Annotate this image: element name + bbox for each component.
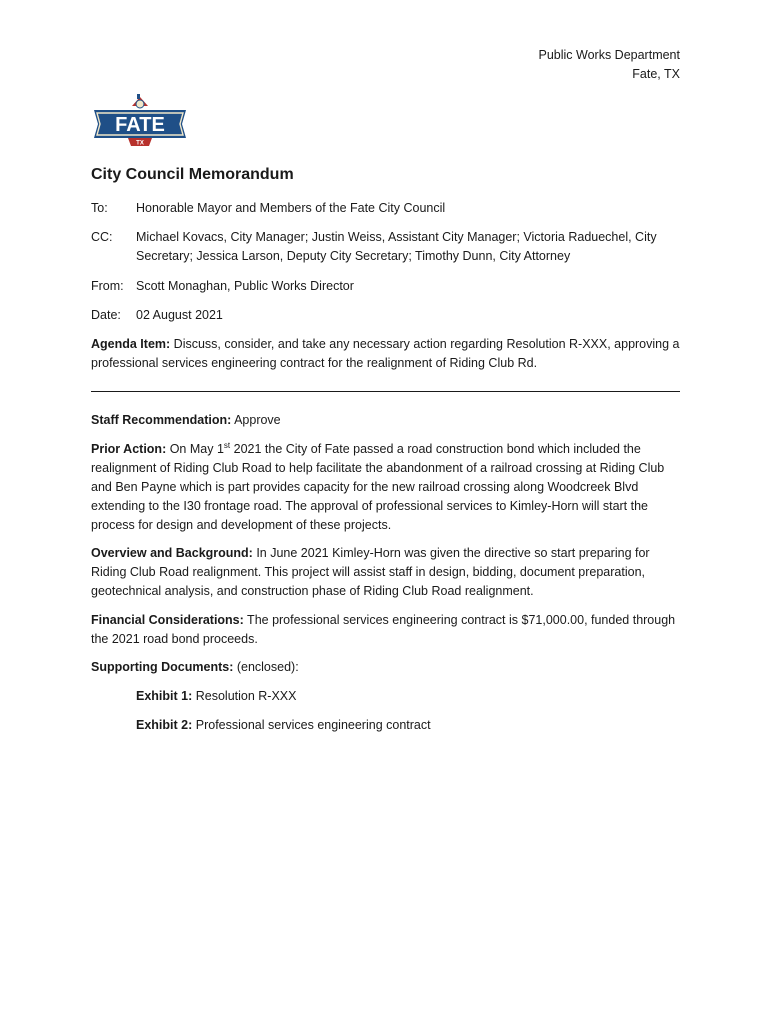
cc-value: Michael Kovacs, City Manager; Justin Weiss, Assistant City Manager; Victoria Raduechel, City Secretary; Jessica Larson, Deputy City Secretary; Timothy Dunn, City Attorney [136,230,657,263]
memo-title: City Council Memorandum [91,166,294,183]
from-field [91,277,681,296]
date-field [91,306,681,325]
supporting-text: (enclosed): [233,660,299,674]
logo-emblem [136,100,144,108]
exhibit-2-label: Exhibit 2: [136,718,193,732]
exhibit-1-text: Resolution R-XXX [192,689,297,703]
logo-state: TX [136,140,144,147]
date-value: 02 August 2021 [136,308,223,322]
cc-field [91,228,681,266]
staff-label: Staff Recommendation: [91,413,232,427]
from-value: Scott Monaghan, Public Works Director [136,279,354,293]
prior-text-a: On May 1 [166,442,224,456]
agenda-text: Discuss, consider, and take any necessary action regarding Resolution R-XXX, approving a professional services engineering contract for the realignment of Riding Club Rd. [91,337,680,370]
date-label: Date: [91,308,121,322]
logo-flag [137,94,140,99]
overview-background [91,544,681,601]
prior-text-b: 2021 the City of Fate passed a road construction bond which included the realignment of Riding Club Road to help facilitate the abandonment of a railroad crossing at Riding Club and Ben Payne which is part provides capacity for the new railroad crossing along Woodcreek Blvd extending to the I30 frontage road. The approval of professional services to Kimley-Horn will start the process for design and development of these projects. [91,442,665,532]
financial-text: The professional services engineering contract is $71,000.00, funded through the 2021 road bond proceeds. [91,613,676,646]
prior-action [91,440,681,535]
to-label: To: [91,201,108,215]
agenda-label: Agenda Item: [91,337,171,351]
section-divider [91,391,680,392]
prior-label: Prior Action: [91,442,167,456]
to-field [91,199,681,218]
supporting-label: Supporting Documents: [91,660,234,674]
fate-logo [92,94,188,150]
to-value: Honorable Mayor and Members of the Fate City Council [136,201,446,215]
financial-label: Financial Considerations: [91,613,244,627]
department-name: Public Works Department [538,48,680,62]
from-label: From: [91,279,124,293]
department-location: Fate, TX [632,67,680,81]
exhibit-2 [136,716,431,735]
cc-label: CC: [91,230,113,244]
department-header [539,46,681,84]
overview-label: Overview and Background: [91,546,253,560]
exhibit-1 [136,687,296,706]
staff-text: Approve [231,413,281,427]
agenda-item [91,335,681,373]
financial-considerations [91,611,681,649]
exhibit-2-text: Professional services engineering contract [192,718,431,732]
exhibit-1-label: Exhibit 1: [136,689,193,703]
staff-recommendation [91,411,681,430]
overview-text: In June 2021 Kimley-Horn was given the directive so start preparing for Riding Club Road realignment. This project will assist staff in design, bidding, document preparation, geotechnical analysis, and construction phase of Riding Club Road realignment. [91,546,650,598]
prior-sup: st [223,440,231,450]
supporting-documents [91,658,681,677]
logo-wordmark: FATE [115,114,165,136]
